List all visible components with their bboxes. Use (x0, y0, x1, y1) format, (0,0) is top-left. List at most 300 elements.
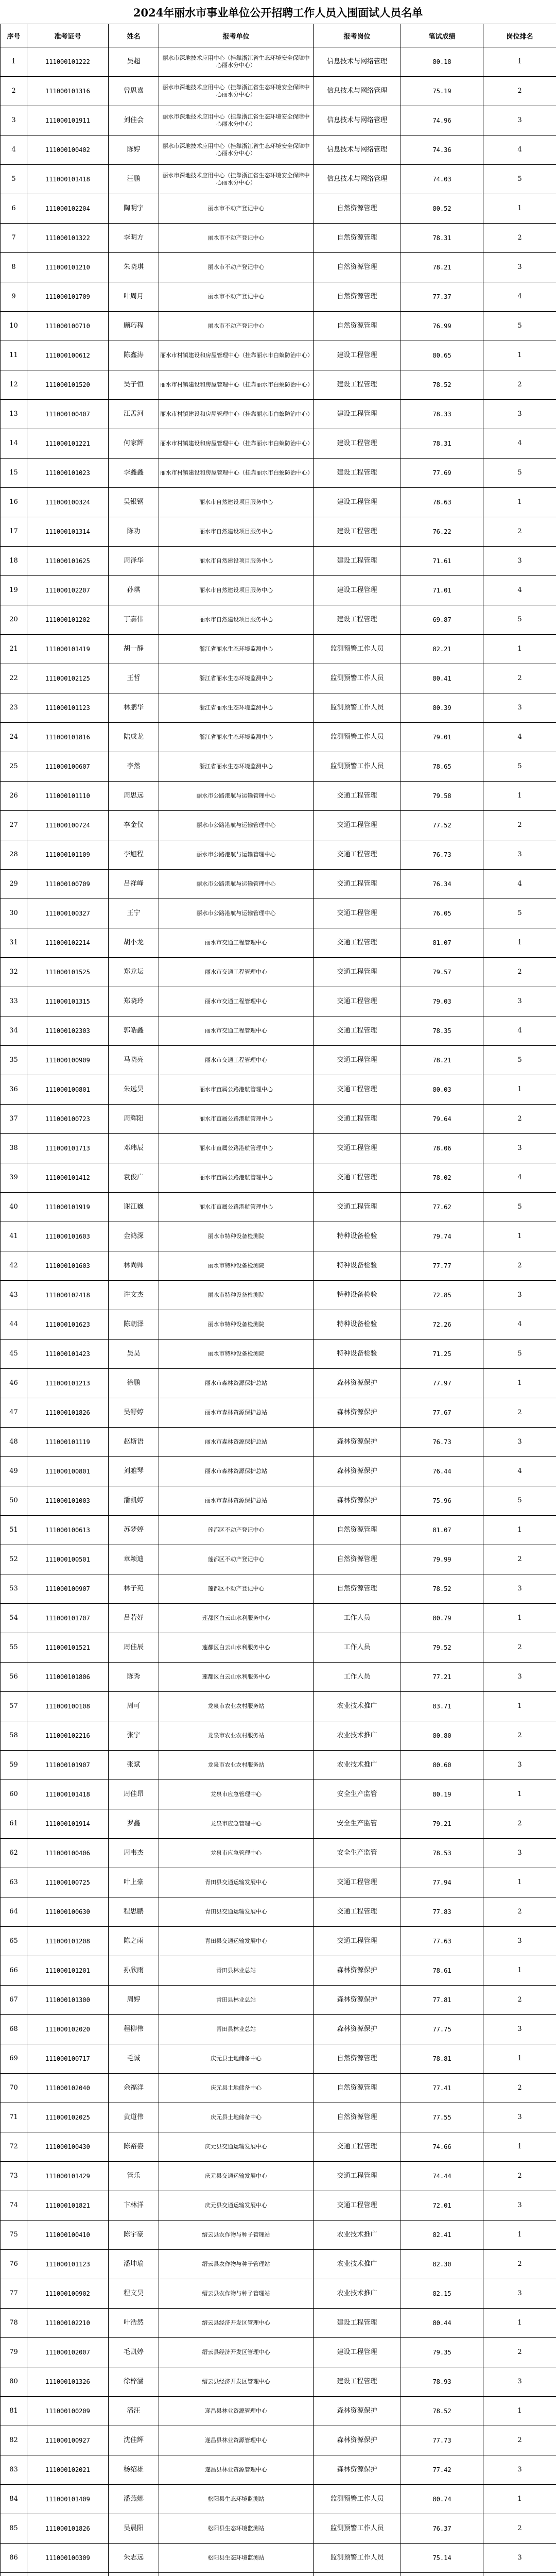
cell-index: 31 (1, 928, 27, 958)
cell-unit: 丽水市自然建设项目服务中心 (159, 517, 314, 547)
cell-position: 工作人员 (314, 1604, 401, 1633)
table-row (1, 2191, 556, 2221)
cell-unit: 丽水市自然建设项目服务中心 (159, 547, 314, 576)
cell-index: 71 (1, 2103, 27, 2132)
cell-index: 39 (1, 1163, 27, 1193)
cell-index: 63 (1, 1868, 27, 1897)
cell-unit: 龙泉市农业农村服务站 (159, 1721, 314, 1751)
cell-rank: 3 (483, 106, 556, 135)
table-row (1, 2279, 556, 2309)
cell-score: 74.03 (401, 165, 483, 194)
cell-name: 周泽华 (109, 547, 159, 576)
cell-rank: 2 (483, 1633, 556, 1663)
cell-unit: 丽水市公路港航与运输管理中心 (159, 870, 314, 899)
cell-exam-id: 111000100909 (27, 1046, 109, 1075)
cell-exam-id: 111000100327 (27, 899, 109, 928)
cell-unit: 丽水市村镇建设和房屋管理中心（挂靠丽水市白蚁防治中心） (159, 370, 314, 400)
cell-score: 74.66 (401, 2132, 483, 2162)
cell-score: 72.01 (401, 2191, 483, 2221)
cell-score: 80.65 (401, 341, 483, 370)
cell-rank: 3 (483, 547, 556, 576)
cell-name: 谢江巍 (109, 1193, 159, 1222)
cell-unit: 丽水市交通工程管理中心 (159, 1016, 314, 1046)
table-row (1, 1105, 556, 1134)
cell-rank: 5 (483, 1046, 556, 1075)
cell-index: 77 (1, 2279, 27, 2309)
cell-exam-id: 111000101322 (27, 224, 109, 253)
table-row (1, 752, 556, 782)
cell-exam-id: 111000101222 (27, 47, 109, 77)
cell-position: 工作人员 (314, 1663, 401, 1692)
cell-rank: 3 (483, 987, 556, 1016)
cell-rank: 1 (483, 635, 556, 664)
cell-exam-id: 111000101123 (27, 2250, 109, 2279)
cell-exam-id: 111000101315 (27, 987, 109, 1016)
table-row (1, 1986, 556, 2015)
cell-score: 71.61 (401, 547, 483, 576)
cell-rank: 2 (483, 2162, 556, 2191)
cell-rank: 3 (483, 2367, 556, 2397)
cell-score: 79.99 (401, 1545, 483, 1574)
cell-exam-id: 111000100709 (27, 870, 109, 899)
cell-rank: 5 (483, 1193, 556, 1222)
cell-exam-id: 111000101914 (27, 1809, 109, 1839)
cell-position (314, 2573, 401, 2576)
cell-position: 交通工程管理 (314, 1927, 401, 1956)
cell-position: 特种设备检验 (314, 1251, 401, 1281)
cell-name: 卞林洋 (109, 2191, 159, 2221)
header-score: 笔试成绩 (401, 24, 483, 47)
cell-position: 建设工程管理 (314, 488, 401, 517)
cell-position: 安全生产监管 (314, 1780, 401, 1809)
cell-position: 自然资源管理 (314, 1574, 401, 1604)
cell-unit: 莲都区白云山水利服务中心 (159, 1633, 314, 1663)
cell-position: 交通工程管理 (314, 1105, 401, 1134)
document-title: 2024年丽水市事业单位公开招聘工作人员入围面试人员名单 (133, 6, 423, 19)
cell-score: 78.63 (401, 488, 483, 517)
table-row (1, 165, 556, 194)
cell-position: 自然资源管理 (314, 1545, 401, 1574)
cell-index: 25 (1, 752, 27, 782)
cell-rank: 2 (483, 370, 556, 400)
cell-unit: 丽水市不动产登记中心 (159, 194, 314, 224)
cell-rank: 2 (483, 77, 556, 106)
cell-index: 27 (1, 811, 27, 840)
cell-name: 程柳伟 (109, 2015, 159, 2044)
table-row (1, 224, 556, 253)
cell-rank: 2 (483, 2426, 556, 2455)
cell-rank: 2 (483, 2338, 556, 2367)
table-row (1, 1310, 556, 1340)
cell-index: 35 (1, 1046, 27, 1075)
cell-name: 陶明宇 (109, 194, 159, 224)
cell-exam-id: 111000102418 (27, 1281, 109, 1310)
cell-score: 76.73 (401, 840, 483, 870)
cell-position: 交通工程管理 (314, 811, 401, 840)
cell-unit: 松阳县生态环境监测站 (159, 2544, 314, 2573)
candidate-table (0, 24, 556, 2576)
cell-score: 82.30 (401, 2250, 483, 2279)
cell-index: 60 (1, 1780, 27, 1809)
cell-index: 6 (1, 194, 27, 224)
cell-index: 20 (1, 605, 27, 635)
table-row (1, 2573, 556, 2576)
cell-score: 82.41 (401, 2221, 483, 2250)
cell-index: 49 (1, 1457, 27, 1486)
cell-score: 79.74 (401, 1222, 483, 1251)
cell-exam-id: 111000101423 (27, 1340, 109, 1369)
cell-rank: 1 (483, 341, 556, 370)
cell-rank: 2 (483, 2250, 556, 2279)
cell-score: 79.35 (401, 2338, 483, 2367)
cell-unit: 龙泉市应急管理中心 (159, 1780, 314, 1809)
cell-position: 森林资源保护 (314, 2015, 401, 2044)
cell-unit: 丽水市公路港航与运输管理中心 (159, 840, 314, 870)
cell-name: 郑晓玲 (109, 987, 159, 1016)
cell-score: 80.39 (401, 693, 483, 723)
cell-unit: 莲都区白云山水利服务中心 (159, 1604, 314, 1633)
cell-exam-id: 111000100907 (27, 1574, 109, 1604)
cell-index: 28 (1, 840, 27, 870)
cell-score: 77.62 (401, 1193, 483, 1222)
cell-exam-id: 111000100927 (27, 2426, 109, 2455)
cell-rank: 3 (483, 2103, 556, 2132)
cell-exam-id (27, 2573, 109, 2576)
cell-index: 73 (1, 2162, 27, 2191)
cell-score: 77.67 (401, 1398, 483, 1428)
cell-unit: 青田县交通运输发展中心 (159, 1897, 314, 1927)
cell-name (109, 2573, 159, 2576)
cell-exam-id: 111000102303 (27, 1016, 109, 1046)
cell-rank: 1 (483, 2044, 556, 2074)
table-row (1, 2455, 556, 2485)
cell-exam-id: 111000101826 (27, 1398, 109, 1428)
cell-score: 77.37 (401, 282, 483, 312)
cell-position: 森林资源保护 (314, 1428, 401, 1457)
cell-unit: 丽水市公路港航与运输管理中心 (159, 811, 314, 840)
cell-score: 78.33 (401, 400, 483, 429)
table-row (1, 341, 556, 370)
cell-rank: 1 (483, 488, 556, 517)
cell-index: 33 (1, 987, 27, 1016)
cell-rank: 2 (483, 1251, 556, 1281)
cell-unit: 丽水市直属公路港航管理中心 (159, 1134, 314, 1163)
cell-unit: 庆元县土地储备中心 (159, 2103, 314, 2132)
cell-exam-id: 111000102210 (27, 2309, 109, 2338)
cell-score: 77.42 (401, 2455, 483, 2485)
cell-index: 2 (1, 77, 27, 106)
cell-score: 78.93 (401, 2367, 483, 2397)
cell-index: 79 (1, 2338, 27, 2367)
cell-exam-id: 111000101821 (27, 2191, 109, 2221)
cell-score: 78.65 (401, 752, 483, 782)
table-row (1, 870, 556, 899)
cell-name: 潘凯婷 (109, 1486, 159, 1516)
cell-unit: 龙泉市应急管理中心 (159, 1839, 314, 1868)
cell-name: 江孟河 (109, 400, 159, 429)
cell-position: 监测预警工作人员 (314, 2544, 401, 2573)
table-row (1, 194, 556, 224)
cell-position: 建设工程管理 (314, 400, 401, 429)
cell-score: 71.25 (401, 1340, 483, 1369)
cell-rank: 3 (483, 693, 556, 723)
table-row (1, 1193, 556, 1222)
cell-unit: 丽水市公路港航与运输管理中心 (159, 899, 314, 928)
cell-rank: 3 (483, 1663, 556, 1692)
cell-score: 80.19 (401, 1780, 483, 1809)
cell-position: 自然资源管理 (314, 1516, 401, 1545)
table-row (1, 1369, 556, 1398)
cell-exam-id: 111000101210 (27, 253, 109, 282)
cell-exam-id: 111000102207 (27, 576, 109, 605)
cell-score: 78.81 (401, 2044, 483, 2074)
cell-position: 监测预警工作人员 (314, 664, 401, 693)
table-row (1, 2074, 556, 2103)
cell-unit: 龙泉市农业农村服务站 (159, 1751, 314, 1780)
cell-name: 周辉阳 (109, 1105, 159, 1134)
cell-position: 建设工程管理 (314, 370, 401, 400)
cell-position: 建设工程管理 (314, 341, 401, 370)
cell-unit: 丽水市不动产登记中心 (159, 312, 314, 341)
cell-unit: 丽水市村镇建设和房屋管理中心（挂靠丽水市白蚁防治中心） (159, 429, 314, 459)
cell-exam-id: 111000101110 (27, 782, 109, 811)
cell-score: 78.31 (401, 224, 483, 253)
table-row (1, 253, 556, 282)
cell-rank: 1 (483, 2221, 556, 2250)
table-row (1, 2338, 556, 2367)
cell-exam-id: 111000101123 (27, 693, 109, 723)
cell-position: 森林资源保护 (314, 1457, 401, 1486)
cell-exam-id: 111000101919 (27, 1193, 109, 1222)
cell-name: 叶周月 (109, 282, 159, 312)
table-row (1, 811, 556, 840)
cell-index: 17 (1, 517, 27, 547)
cell-score: 79.58 (401, 782, 483, 811)
cell-position: 自然资源管理 (314, 194, 401, 224)
cell-exam-id: 111000101429 (27, 2162, 109, 2191)
cell-position: 森林资源保护 (314, 1369, 401, 1398)
cell-position: 农业技术推广 (314, 1721, 401, 1751)
cell-score: 81.07 (401, 928, 483, 958)
cell-position: 森林资源保护 (314, 1398, 401, 1428)
cell-score: 79.57 (401, 958, 483, 987)
cell-name: 吴昊 (109, 1340, 159, 1369)
cell-unit: 丽水市森林资源保护总站 (159, 1457, 314, 1486)
cell-rank: 1 (483, 1604, 556, 1633)
cell-position: 森林资源保护 (314, 1956, 401, 1986)
cell-name: 陈秀 (109, 1663, 159, 1692)
table-row (1, 1428, 556, 1457)
cell-rank: 1 (483, 1868, 556, 1897)
cell-rank: 2 (483, 1105, 556, 1134)
cell-rank: 3 (483, 2455, 556, 2485)
cell-score: 76.05 (401, 899, 483, 928)
cell-position: 交通工程管理 (314, 840, 401, 870)
cell-index: 62 (1, 1839, 27, 1868)
table-row (1, 47, 556, 77)
table-body (1, 47, 556, 2576)
cell-name: 杨绍雄 (109, 2455, 159, 2485)
cell-unit: 遂昌县林业资源管理中心 (159, 2426, 314, 2455)
cell-name: 周佳辰 (109, 1633, 159, 1663)
cell-exam-id: 111000101419 (27, 635, 109, 664)
cell-index: 52 (1, 1545, 27, 1574)
table-row (1, 2221, 556, 2250)
cell-score: 78.61 (401, 1956, 483, 1986)
cell-exam-id: 111000101003 (27, 1486, 109, 1516)
cell-unit: 丽水市深地技术应用中心（挂靠浙江省生态环境安全保障中心丽水分中心） (159, 106, 314, 135)
cell-index: 86 (1, 2544, 27, 2573)
cell-rank: 4 (483, 282, 556, 312)
cell-name: 马晓亮 (109, 1046, 159, 1075)
cell-position: 交通工程管理 (314, 870, 401, 899)
cell-index: 68 (1, 2015, 27, 2044)
cell-position: 农业技术推广 (314, 1751, 401, 1780)
cell-score: 80.18 (401, 47, 483, 77)
cell-score: 83.71 (401, 1692, 483, 1721)
cell-position: 信息技术与网络管理 (314, 106, 401, 135)
cell-position: 交通工程管理 (314, 1868, 401, 1897)
cell-name: 陆成龙 (109, 723, 159, 752)
cell-position: 建设工程管理 (314, 576, 401, 605)
cell-exam-id: 111000102216 (27, 1721, 109, 1751)
cell-unit: 缙云县农作物与种子管理站 (159, 2221, 314, 2250)
cell-index: 76 (1, 2250, 27, 2279)
cell-rank: 1 (483, 1956, 556, 1986)
cell-score: 77.81 (401, 1986, 483, 2015)
cell-unit: 庆元县土地储备中心 (159, 2074, 314, 2103)
cell-index: 1 (1, 47, 27, 77)
cell-unit: 丽水市自然建设项目服务中心 (159, 488, 314, 517)
cell-name: 刘佳会 (109, 106, 159, 135)
cell-score: 81.07 (401, 1516, 483, 1545)
cell-name: 郑龙坛 (109, 958, 159, 987)
cell-unit: 青田县林业总站 (159, 2015, 314, 2044)
cell-unit: 丽水市直属公路港航管理中心 (159, 1193, 314, 1222)
cell-rank: 3 (483, 2191, 556, 2221)
cell-unit: 丽水市交通工程管理中心 (159, 928, 314, 958)
cell-position: 监测预警工作人员 (314, 2485, 401, 2514)
cell-index: 54 (1, 1604, 27, 1633)
table-row (1, 1222, 556, 1251)
cell-index: 69 (1, 2044, 27, 2074)
cell-unit: 丽水市不动产登记中心 (159, 224, 314, 253)
header-position: 报考岗位 (314, 24, 401, 47)
cell-position: 交通工程管理 (314, 987, 401, 1016)
cell-position: 交通工程管理 (314, 2162, 401, 2191)
cell-score: 77.83 (401, 1897, 483, 1927)
cell-rank: 3 (483, 840, 556, 870)
cell-unit: 丽水市森林资源保护总站 (159, 1398, 314, 1428)
cell-index: 50 (1, 1486, 27, 1516)
cell-position: 交通工程管理 (314, 2191, 401, 2221)
cell-score: 80.80 (401, 1721, 483, 1751)
cell-index: 23 (1, 693, 27, 723)
cell-name: 徐梓涵 (109, 2367, 159, 2397)
cell-position: 自然资源管理 (314, 312, 401, 341)
cell-exam-id: 111000101208 (27, 1927, 109, 1956)
cell-score: 80.74 (401, 2485, 483, 2514)
cell-name: 朱远昊 (109, 1075, 159, 1105)
cell-rank: 4 (483, 870, 556, 899)
cell-position: 信息技术与网络管理 (314, 77, 401, 106)
table-row (1, 723, 556, 752)
cell-unit: 莲都区不动产登记中心 (159, 1574, 314, 1604)
cell-score: 78.35 (401, 1016, 483, 1046)
cell-exam-id: 111000101418 (27, 1780, 109, 1809)
cell-unit: 浙江省丽水生态环境监测中心 (159, 693, 314, 723)
table-row (1, 2309, 556, 2338)
cell-unit: 丽水市交通工程管理中心 (159, 958, 314, 987)
cell-score: 75.96 (401, 1486, 483, 1516)
table-row (1, 2367, 556, 2397)
cell-unit: 丽水市特种设备检测院 (159, 1281, 314, 1310)
cell-index: 58 (1, 1721, 27, 1751)
cell-index: 13 (1, 400, 27, 429)
table-row (1, 106, 556, 135)
table-row (1, 1398, 556, 1428)
cell-unit: 丽水市直属公路港航管理中心 (159, 1163, 314, 1193)
cell-unit: 丽水市直属公路港航管理中心 (159, 1075, 314, 1105)
cell-rank: 1 (483, 1780, 556, 1809)
cell-name: 胡一静 (109, 635, 159, 664)
cell-index: 81 (1, 2397, 27, 2426)
table-row (1, 635, 556, 664)
cell-rank: 4 (483, 1310, 556, 1340)
cell-name: 陈宇豪 (109, 2221, 159, 2250)
cell-score: 75.14 (401, 2544, 483, 2573)
cell-index: 85 (1, 2514, 27, 2544)
cell-unit: 丽水市交通工程管理中心 (159, 1046, 314, 1075)
cell-name: 林尚帅 (109, 1251, 159, 1281)
table-row (1, 1163, 556, 1193)
cell-exam-id: 111000101707 (27, 1604, 109, 1633)
cell-position: 信息技术与网络管理 (314, 135, 401, 165)
cell-position: 交通工程管理 (314, 928, 401, 958)
cell-unit (159, 2573, 314, 2576)
cell-unit: 遂昌县林业资源管理中心 (159, 2455, 314, 2485)
cell-name: 许文杰 (109, 1281, 159, 1310)
cell-index: 12 (1, 370, 27, 400)
cell-name: 李金仪 (109, 811, 159, 840)
cell-rank: 2 (483, 517, 556, 547)
cell-position: 森林资源保护 (314, 2426, 401, 2455)
table-row (1, 459, 556, 488)
cell-exam-id: 111000101911 (27, 106, 109, 135)
cell-position: 安全生产监管 (314, 1809, 401, 1839)
cell-score: 78.21 (401, 253, 483, 282)
table-row (1, 1721, 556, 1751)
cell-score: 78.52 (401, 1574, 483, 1604)
cell-exam-id: 111000101314 (27, 517, 109, 547)
cell-position: 交通工程管理 (314, 2132, 401, 2162)
cell-name: 刘雅琴 (109, 1457, 159, 1486)
table-row (1, 1692, 556, 1721)
cell-unit: 缙云县农作物与种子管理站 (159, 2279, 314, 2309)
cell-exam-id: 111000100607 (27, 752, 109, 782)
cell-rank: 3 (483, 400, 556, 429)
table-row (1, 958, 556, 987)
cell-position: 交通工程管理 (314, 1016, 401, 1046)
cell-index: 9 (1, 282, 27, 312)
cell-rank: 4 (483, 1016, 556, 1046)
cell-index: 43 (1, 1281, 27, 1310)
cell-index: 59 (1, 1751, 27, 1780)
cell-position: 交通工程管理 (314, 958, 401, 987)
cell-unit: 浙江省丽水生态环境监测中心 (159, 723, 314, 752)
table-row (1, 282, 556, 312)
cell-index: 40 (1, 1193, 27, 1222)
